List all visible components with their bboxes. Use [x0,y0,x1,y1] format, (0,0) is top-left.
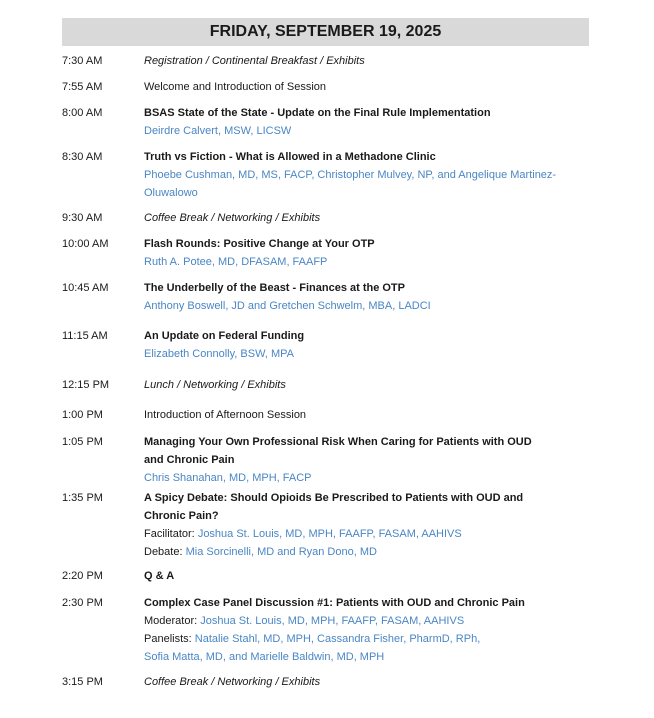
session-time: 8:30 AM [62,151,103,163]
moderator-name: Joshua St. Louis, MD, MPH, FAAFP, FASAM, AAHIVS [200,615,465,627]
session-time: 7:30 AM [62,55,103,67]
session-title: Truth vs Fiction - What is Allowed in a Methadone Clinic [144,151,436,163]
facilitator-line [144,525,592,543]
debate-line [144,543,592,561]
session-time: 2:20 PM [62,570,103,582]
session-time: 7:55 AM [62,81,103,93]
session-title: Lunch / Networking / Exhibits [144,379,286,391]
day-header: FRIDAY, SEPTEMBER 19, 2025 [62,18,589,46]
session-speakers: Anthony Boswell, JD and Gretchen Schwelm, MBA, LADCI [144,300,431,312]
session-speakers: Ruth A. Potee, MD, DFASAM, FAAFP [144,256,328,268]
session-speakers: Elizabeth Connolly, BSW, MPA [144,348,294,360]
session-title: Chronic Pain? [144,510,219,522]
panelists-line [144,630,592,648]
session-title: Introduction of Afternoon Session [144,409,307,421]
session-time: 11:15 AM [62,330,108,342]
session-time: 1:00 PM [62,409,103,421]
session-title: BSAS State of the State - Update on the Final Rule Implementation [144,107,491,119]
panelists-label: Panelists: [144,633,192,645]
facilitator-name: Joshua St. Louis, MD, MPH, FAAFP, FASAM, AAHIVS [197,528,462,540]
session-title: A Spicy Debate: Should Opioids Be Prescribed to Patients with OUD and [144,492,524,504]
panelists-names: Natalie Stahl, MD, MPH, Cassandra Fisher, PharmD, RPh, [194,633,481,645]
session-title: and Chronic Pain [144,454,235,466]
session-time: 1:35 PM [62,492,103,504]
session-time: 3:15 PM [62,676,103,688]
session-time: 8:00 AM [62,107,103,119]
session-speakers: Chris Shanahan, MD, MPH, FACP [144,472,312,484]
session-title: Flash Rounds: Positive Change at Your OTP [144,238,375,250]
session-title: Managing Your Own Professional Risk When Caring for Patients with OUD [144,436,532,448]
session-time: 1:05 PM [62,436,103,448]
session-time: 12:15 PM [62,379,110,391]
moderator-line [144,612,592,630]
session-time: 9:30 AM [62,212,103,224]
session-speakers: Phoebe Cushman, MD, MS, FACP, Christopher Mulvey, NP, and Angelique Martinez- [144,169,557,181]
moderator-label: Moderator: [144,615,198,627]
session-title: The Underbelly of the Beast - Finances at the OTP [144,282,405,294]
debate-names: Mia Sorcinelli, MD and Ryan Dono, MD [185,546,377,558]
facilitator-label: Facilitator: [144,528,195,540]
session-title: Complex Case Panel Discussion #1: Patients with OUD and Chronic Pain [144,597,525,609]
session-title: Welcome and Introduction of Session [144,81,327,93]
session-speakers: Oluwalowo [144,187,198,199]
session-speakers: Deirdre Calvert, MSW, LICSW [144,125,292,137]
session-title: An Update on Federal Funding [144,330,305,342]
session-title: Q & A [144,570,175,582]
session-title: Coffee Break / Networking / Exhibits [144,676,321,688]
session-title: Registration / Continental Breakfast / Exhibits [144,55,365,67]
session-time: 2:30 PM [62,597,103,609]
debate-label: Debate: [144,546,183,558]
panelists-names: Sofia Matta, MD, and Marielle Baldwin, MD, MPH [144,651,385,663]
session-time: 10:45 AM [62,282,109,294]
session-title: Coffee Break / Networking / Exhibits [144,212,321,224]
session-time: 10:00 AM [62,238,109,250]
